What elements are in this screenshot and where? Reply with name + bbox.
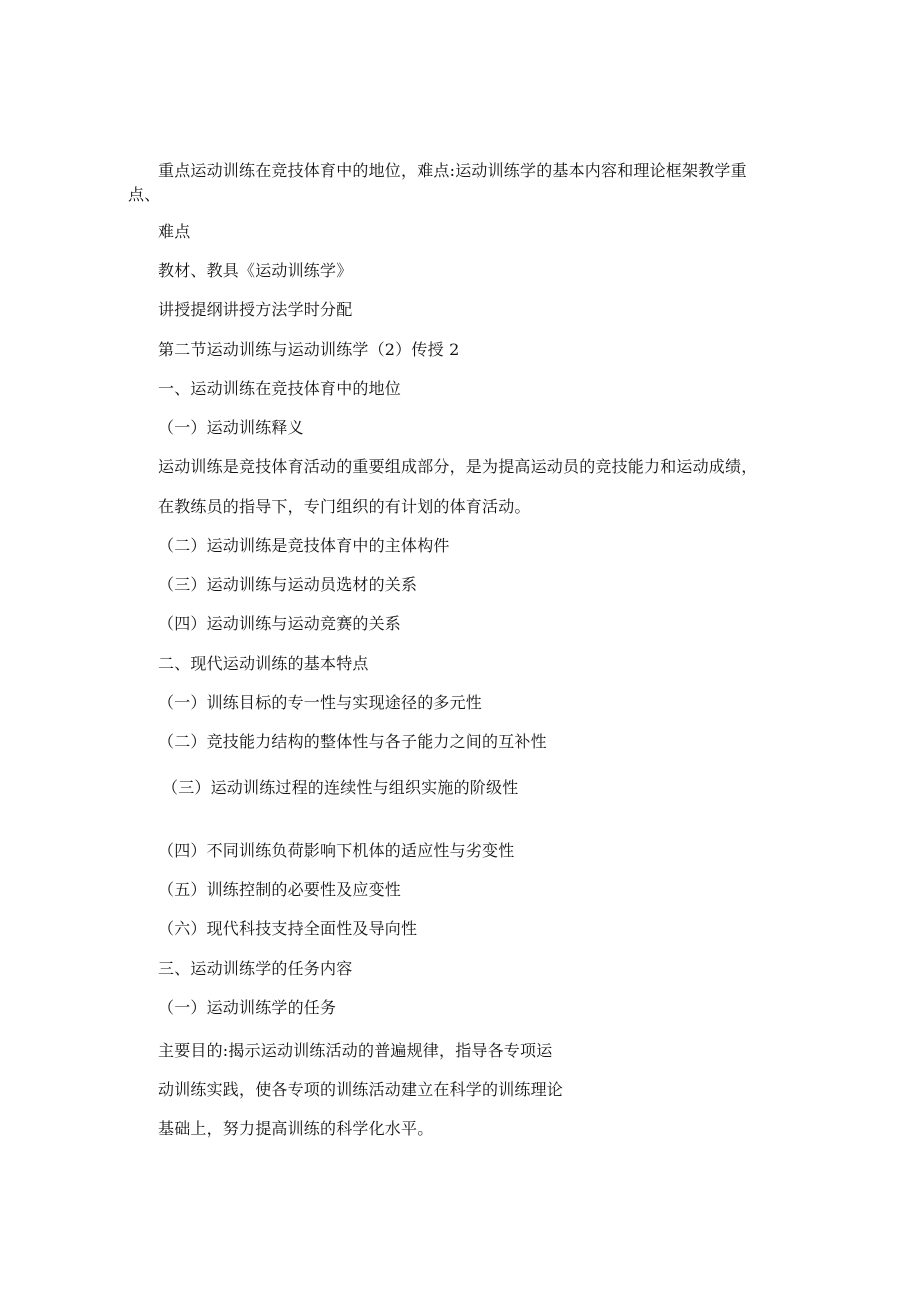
text-line-22: （一）运动训练学的任务 — [158, 998, 337, 1017]
text-line-14: 二、现代运动训练的基本特点 — [158, 654, 369, 673]
text-line-6: 第二节运动训练与运动训练学（2）传授 2 — [158, 340, 460, 359]
text-line-4: 教材、教具《运动训练学》 — [158, 261, 353, 280]
text-line-5: 讲授提纲讲授方法学时分配 — [158, 300, 353, 319]
text-line-21: 三、运动训练学的任务内容 — [158, 959, 353, 978]
text-line-20: （六）现代科技支持全面性及导向性 — [158, 919, 418, 938]
text-line-23: 主要目的:揭示运动训练活动的普遍规律，指导各专项运 — [158, 1041, 553, 1060]
text-line-7: 一、运动训练在竞技体育中的地位 — [158, 379, 402, 398]
text-line-25: 基础上，努力提高训练的科学化水平。 — [158, 1119, 434, 1138]
text-line-3: 难点 — [158, 222, 191, 241]
text-line-18: （四）不同训练负荷影响下机体的适应性与劣变性 — [158, 841, 515, 860]
text-line-16: （二）竞技能力结构的整体性与各子能力之间的互补性 — [158, 732, 547, 751]
text-line-8: （一）运动训练释义 — [158, 418, 304, 437]
text-line-13: （四）运动训练与运动竞赛的关系 — [158, 614, 402, 633]
text-line-12: （三）运动训练与运动员选材的关系 — [158, 575, 418, 594]
text-line-1: 重点运动训练在竞技体育中的地位，难点:运动训练学的基本内容和理论框架教学重 — [158, 161, 747, 180]
text-line-17: （三）运动训练过程的连续性与组织实施的阶级性 — [162, 778, 519, 797]
text-line-2: 点、 — [128, 185, 161, 204]
text-line-24: 动训练实践，使各专项的训练活动建立在科学的训练理论 — [158, 1080, 564, 1099]
text-line-9: 运动训练是竞技体育活动的重要组成部分，是为提高运动员的竞技能力和运动成绩， — [158, 457, 758, 476]
text-line-19: （五）训练控制的必要性及应变性 — [158, 880, 402, 899]
text-line-11: （二）运动训练是竞技体育中的主体构件 — [158, 536, 450, 555]
text-line-10: 在教练员的指导下，专门组织的有计划的体育活动。 — [158, 497, 531, 516]
text-line-15: （一）训练目标的专一性与实现途径的多元性 — [158, 693, 483, 712]
